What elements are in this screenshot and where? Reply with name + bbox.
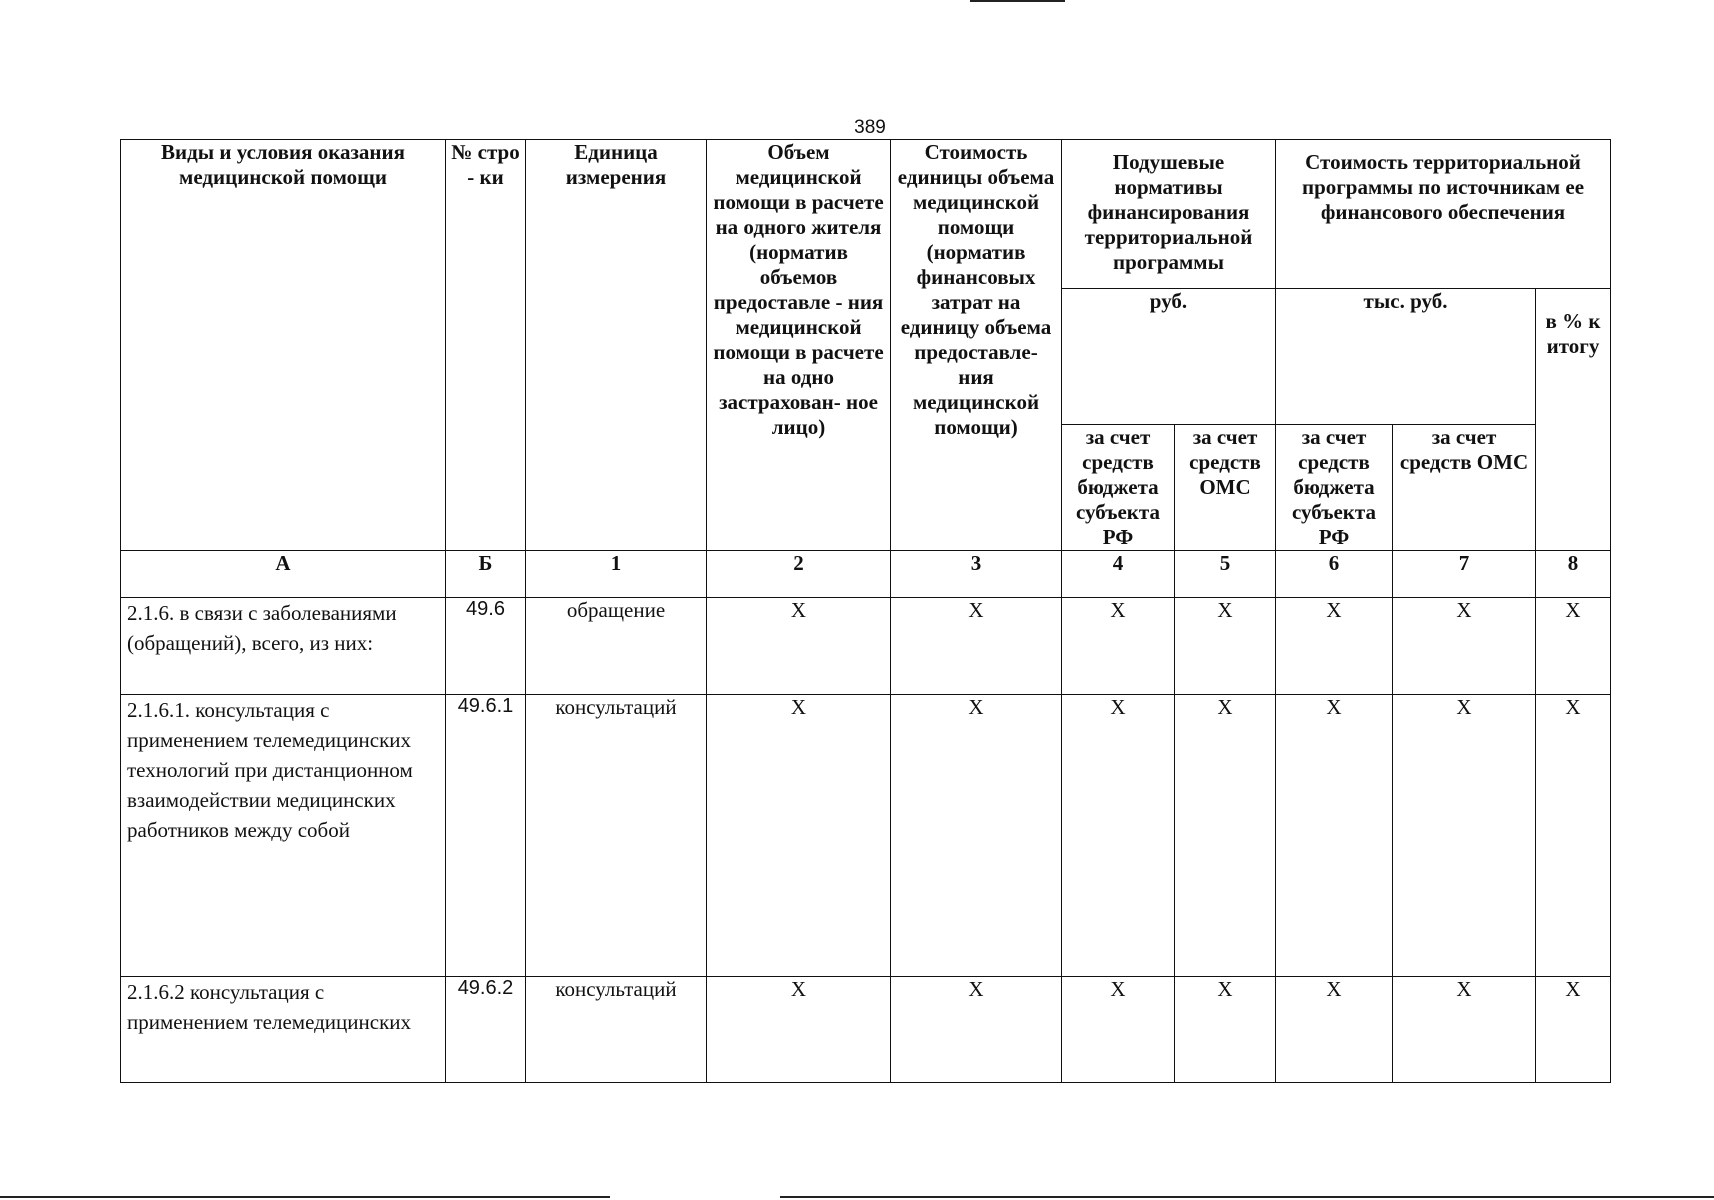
header-types: Виды и условия оказания медицинской помощи [121, 140, 446, 551]
column-number: Б [446, 551, 526, 598]
row-name: 2.1.6. в связи с заболеваниями (обращений), всего, из них: [121, 598, 446, 695]
header-per-capita: Подушевые нормативы финансирования территориальной программы [1062, 140, 1276, 289]
header-program-cost: Стоимость территориальной программы по источникам ее финансового обеспечения [1276, 140, 1611, 289]
header-volume: Объем медицинской помощи в расчете на одного жителя (норматив объемов предоставле - ния медицинской помощи в расчете на одно застрахован- ное лицо) [707, 140, 891, 551]
header-row-1 [121, 140, 1611, 289]
cell-value: X [1175, 598, 1276, 695]
cell-value: X [1175, 977, 1276, 1083]
cell-value: X [1062, 598, 1175, 695]
header-oms-rub: за счет средств ОМС [1175, 425, 1276, 551]
column-number: 5 [1175, 551, 1276, 598]
cell-value: X [1062, 977, 1175, 1083]
header-unit-cost: Стоимость единицы объема медицинской помощи (норматив финансовых затрат на единицу объема предоставле- ния медицинской помощи) [891, 140, 1062, 551]
column-number: 8 [1536, 551, 1611, 598]
header-budget-rub: за счет средств бюджета субъекта РФ [1062, 425, 1175, 551]
cell-value: X [1276, 977, 1393, 1083]
table-row [121, 598, 1611, 695]
cell-value: X [1393, 598, 1536, 695]
cell-value: X [1276, 695, 1393, 977]
column-number: 7 [1393, 551, 1536, 598]
cell-value: X [1276, 598, 1393, 695]
cell-value: X [1393, 977, 1536, 1083]
cell-value: X [891, 695, 1062, 977]
row-unit: консультаций [526, 977, 707, 1083]
cell-value: X [707, 598, 891, 695]
header-row-number: № стро - ки [446, 140, 526, 551]
header-unit: Единица измерения [526, 140, 707, 551]
cell-value: X [1536, 598, 1611, 695]
row-unit: обращение [526, 598, 707, 695]
header-budget-thous: за счет средств бюджета субъекта РФ [1276, 425, 1393, 551]
row-name: 2.1.6.2 консультация с применением телемедицинских [121, 977, 446, 1083]
row-code: 49.6 [446, 598, 526, 695]
bottom-edge-line [0, 1196, 610, 1198]
cell-value: X [891, 977, 1062, 1083]
column-number-row [121, 551, 1611, 598]
cell-value: X [1536, 695, 1611, 977]
cell-value: X [891, 598, 1062, 695]
header-percent: в % к итогу [1536, 289, 1611, 551]
column-number: 2 [707, 551, 891, 598]
header-oms-thous: за счет средств ОМС [1393, 425, 1536, 551]
row-code: 49.6.2 [446, 977, 526, 1083]
page-number: 389 [854, 117, 886, 138]
top-edge-line [970, 0, 1065, 2]
header-rub: руб. [1062, 289, 1276, 425]
column-number: 1 [526, 551, 707, 598]
table-row [121, 695, 1611, 977]
bottom-edge-line-right [780, 1196, 1714, 1198]
column-number: А [121, 551, 446, 598]
cell-value: X [1393, 695, 1536, 977]
column-number: 4 [1062, 551, 1175, 598]
header-thous-rub: тыс. руб. [1276, 289, 1536, 425]
cell-value: X [707, 977, 891, 1083]
cell-value: X [1062, 695, 1175, 977]
cell-value: X [1175, 695, 1276, 977]
financing-table [120, 139, 1611, 1083]
table-row [121, 977, 1611, 1083]
column-number: 3 [891, 551, 1062, 598]
row-unit: консультаций [526, 695, 707, 977]
row-name: 2.1.6.1. консультация с применением телемедицинских технологий при дистанционном взаимодействии медицинских работников между собой [121, 695, 446, 977]
row-code: 49.6.1 [446, 695, 526, 977]
cell-value: X [707, 695, 891, 977]
cell-value: X [1536, 977, 1611, 1083]
column-number: 6 [1276, 551, 1393, 598]
